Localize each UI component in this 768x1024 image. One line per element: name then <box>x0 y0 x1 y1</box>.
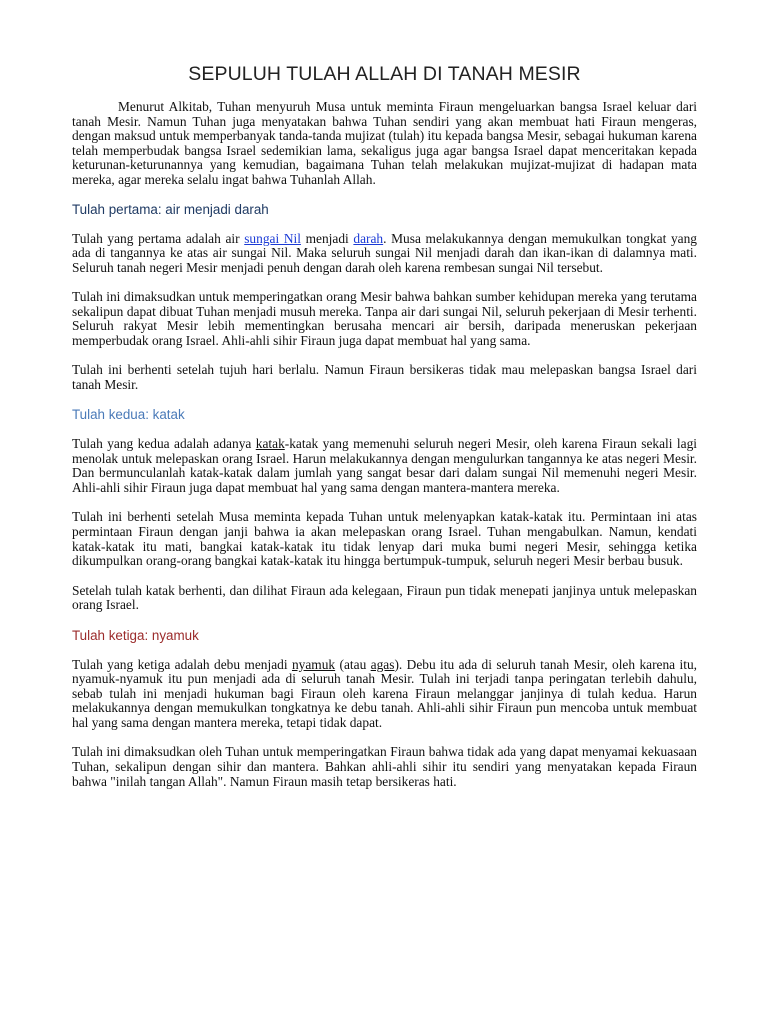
underlined-word-katak: katak <box>255 436 285 452</box>
section-heading-third-plague: Tulah ketiga: nyamuk <box>72 627 199 643</box>
intro-paragraph: Menurut Alkitab, Tuhan menyuruh Musa untuk meminta Firaun mengeluarkan bangsa Israel keluar dari tanah Mesir. Namun Tuhan juga menyatakan bahwa Tuhan sendiri yang akan membuat hati Firaun mengeras, dengan maksud untuk memperbanyak tanda-tanda mujizat (tulah) itu kepada bangsa Mesir, sebagai hukuman karena telah memperbudak bangsa Israel sedemikian lama, sekaligus juga agar bangsa Israel dapat menceritakan kepada keturunan-keturunannya yang kemudian, bagaimana Tuhan telah melakukan mujizat-mujizat di hadapan mata mereka, agar mereka selalu ingat bahwa Tuhanlah Allah. <box>72 99 697 187</box>
paragraph-third-plague-1 <box>72 658 697 731</box>
document-title: SEPULUH TULAH ALLAH DI TANAH MESIR <box>188 63 581 85</box>
section-heading-second-plague: Tulah kedua: katak <box>72 407 185 423</box>
paragraph-second-plague-1 <box>72 437 697 495</box>
underlined-word-nyamuk: nyamuk <box>291 656 336 672</box>
paragraph-first-plague-1 <box>72 232 697 276</box>
document-page <box>72 62 697 804</box>
text-segment: -katak yang memenuhi seluruh negeri Mesir, oleh karena Firaun sekali lagi menolak untuk melepaskan orang Israel. Harun melakukannya dengan mengulurkan tangannya ke atas negeri Mesir. Dan bermunculanlah katak-katak dalam jumlah yang sangat besar dari dalam sungai Nil memenuhi negeri Mesir. Ahli-ahli sihir Firaun juga dapat membuat hal yang sama dengan mantera-mantera mereka. <box>72 436 697 496</box>
section-heading-first-plague: Tulah pertama: air menjadi darah <box>72 201 269 217</box>
paragraph-third-plague-2: Tulah ini dimaksudkan oleh Tuhan untuk memperingatkan Firaun bahwa tidak ada yang dapat menyamai kekuasaan Tuhan, sekalipun dengan sihir dan mantera. Bahkan ahli-ahli sihir itu sendiri yang menyatakan kepada Firaun bahwa "inilah tangan Allah". Namun Firaun masih tetap bersikeras hati. <box>72 744 697 789</box>
paragraph-second-plague-2: Tulah ini berhenti setelah Musa meminta kepada Tuhan untuk melenyapkan katak-katak itu. Permintaan ini atas permintaan Firaun dengan janji bahwa ia akan melepaskan orang Israel. Tuhan mengabulkan. Namun, kendati katak-katak itu mati, bangkai katak-katak itu tidak lenyap dari muka bumi negeri Mesir, sehingga ketika dikumpulkan orang-orang bangkai katak-katak itu hingga bertumpuk-tumpuk, seluruh negeri Mesir berbau busuk. <box>72 509 697 569</box>
text-segment: ). Debu itu ada di seluruh tanah Mesir, oleh karena itu, nyamuk-nyamuk itu pun menjadi ada di seluruh tanah Mesir. Tulah ini terjadi tanpa peringatan terlebih dahulu, sebab tulah ini menjadi hukuman bagi Firaun oleh karena Firaun melanggar janjinya di tulah kedua. Harun melakukannya dengan memukulkan tongkatnya ke debu tanah. Ahli-ahli sihir Firaun pun mencoba untuk membuat hal yang sama dengan mantera mereka, tetapi tidak dapat. <box>72 656 697 730</box>
paragraph-second-plague-3: Setelah tulah katak berhenti, dan dilihat Firaun ada kelegaan, Firaun pun tidak menepati janjinya untuk melepaskan orang Israel. <box>72 582 697 613</box>
link-sungai-nil[interactable]: sungai Nil <box>244 230 301 246</box>
paragraph-first-plague-3: Tulah ini berhenti setelah tujuh hari berlalu. Namun Firaun bersikeras tidak mau melepaskan bangsa Israel dari tanah Mesir. <box>72 362 697 392</box>
text-segment: Tulah yang pertama adalah air <box>72 230 245 246</box>
text-segment: Tulah yang ketiga adalah debu menjadi <box>72 656 292 672</box>
link-darah[interactable]: darah <box>353 230 384 246</box>
underlined-word-agas: agas <box>370 656 395 672</box>
text-segment: Tulah yang kedua adalah adanya <box>72 436 256 452</box>
paragraph-first-plague-2: Tulah ini dimaksudkan untuk memperingatkan orang Mesir bahwa bahkan sumber kehidupan mereka yang terutama sekalipun dapat dibuat Tuhan menjadi musuh mereka. Tanpa air dari sungai Nil, seluruh pekerjaan di Mesir terhenti. Seluruh rakyat Mesir lebih mementingkan berusaha mencari air bersih, daripada meneruskan pekerjaan memperbudak orang Israel. Ahli-ahli sihir Firaun juga dapat membuat hal yang sama. <box>72 289 697 348</box>
text-segment: menjadi <box>300 230 354 246</box>
text-segment: (atau <box>335 656 371 672</box>
text-segment: . Musa melakukannya dengan memukulkan tongkat yang ada di tangannya ke atas air sungai Nil. Maka seluruh sungai Nil menjadi darah dan ikan-ikan di dalamnya mati. Seluruh tanah negeri Mesir menjadi penuh dengan darah oleh karena rembesan sungai Nil tersebut. <box>72 230 697 275</box>
